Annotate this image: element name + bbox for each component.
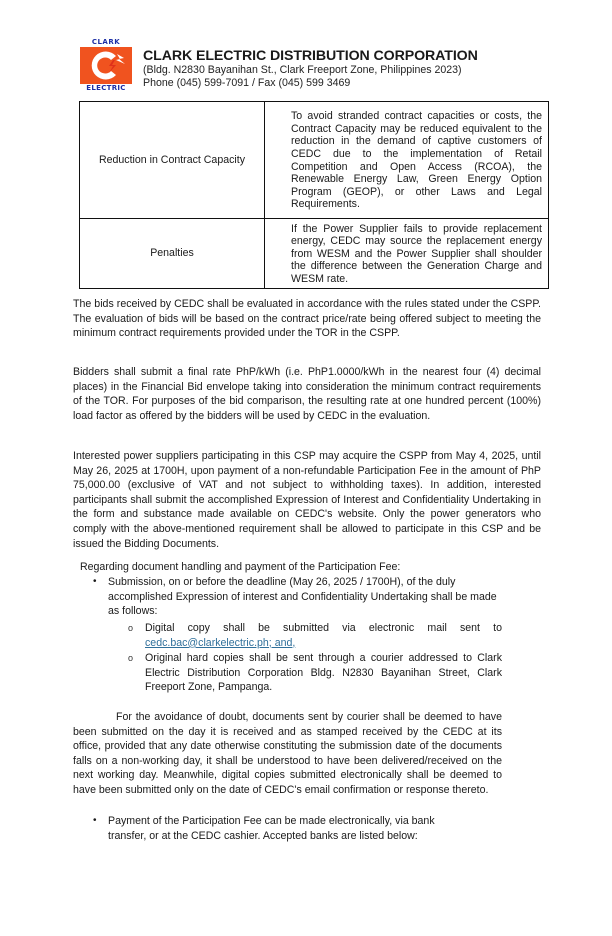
bullet-icon: • bbox=[93, 576, 97, 587]
logo-bottom-text: ELECTRIC bbox=[86, 84, 126, 92]
avoidance-of-doubt-paragraph bbox=[73, 710, 502, 798]
avoidance-of-doubt-text: For the avoidance of doubt, documents sent by courier shall be deemed to have been submitted on the day it is received and as stamped received by the CEDC at its office, provided that any date otherwise constituting the submission date of the documents falls on a non-working day, it shall be understood to have been delivered/received on the next working day. Meanwhile, digital copies submitted electronically shall be deemed to have been submitted only on the date of CEDC's email confirmation or response thereto. bbox=[73, 711, 502, 796]
table-row bbox=[80, 102, 549, 219]
hard-copy-subitem bbox=[128, 651, 502, 695]
payment-bullet bbox=[93, 814, 468, 843]
term-cell: Reduction in Contract Capacity bbox=[80, 102, 265, 219]
email-link[interactable]: cedc.bac@clarkelectric.ph; and, bbox=[145, 636, 296, 649]
submission-bullet bbox=[93, 575, 502, 619]
lightning-c-logo-icon bbox=[80, 47, 132, 84]
digital-copy-subitem bbox=[128, 621, 502, 650]
company-logo bbox=[76, 38, 136, 94]
org-info bbox=[143, 48, 478, 90]
letterhead bbox=[76, 38, 556, 94]
payment-bullet-text: Payment of the Participation Fee can be made electronically, via bank transfer, or at the CEDC cashier. Accepted banks are listed below: bbox=[108, 815, 435, 842]
sub-bullet-icon: o bbox=[128, 623, 134, 633]
sub-bullet-icon: o bbox=[128, 653, 134, 663]
description-cell: To avoid stranded contract capacities or costs, the Contract Capacity may be reduced equivalent to the reduction in the demand of captive customers of CEDC due to the implementation of Retail Competition and Open Access (RCOA), the Renewable Energy Law, Green Energy Option Program (GEOP), or other Laws and Legal Requirements. bbox=[265, 102, 549, 219]
document-handling-intro: Regarding document handling and payment of the Participation Fee: bbox=[80, 561, 401, 573]
description-cell: If the Power Supplier fails to provide replacement energy, CEDC may source the replacement energy from WESM and the Power Supplier shall shoulder the difference between the Generation Charge and WESM rate. bbox=[265, 219, 549, 289]
org-address: (Bldg. N2830 Bayanihan St., Clark Freeport Zone, Philippines 2023) bbox=[143, 64, 462, 76]
final-rate-paragraph: Bidders shall submit a final rate PhP/kWh (i.e. PhP1.0000/kWh in the nearest four (4) decimal places) in the Financial Bid envelope taking into consideration the minimum contract requirements of the TOR. For purposes of the bid comparison, the resulting rate at one hundred percent (100%) load factor as offered by the bidders will be used by CEDC in the evaluation. bbox=[73, 366, 541, 422]
term-cell: Penalties bbox=[80, 219, 265, 289]
bullet-icon: • bbox=[93, 815, 97, 826]
org-contact: Phone (045) 599-7091 / Fax (045) 599 3469 bbox=[143, 77, 351, 89]
digital-copy-text: Digital copy shall be submitted via electronic mail sent to bbox=[145, 622, 502, 634]
logo-top-text: CLARK bbox=[91, 38, 121, 46]
terms-table bbox=[79, 101, 549, 289]
participation-fee-paragraph: Interested power suppliers participating in this CSP may acquire the CSPP from May 4, 2025, until May 26, 2025 at 1700H, upon payment of a non-refundable Participation Fee in the amount of PhP 75,000.00 (exclusive of VAT and not subject to withholding taxes). In addition, interested participants shall submit the accomplished Expression of Interest and Confidentiality Undertaking in the form and substance made available on CEDC's website. Only the power generators who comply with the above-mentioned requirement shall be allowed to participate in this CSP and be issued the Bidding Documents. bbox=[73, 450, 541, 550]
org-name: CLARK ELECTRIC DISTRIBUTION CORPORATION bbox=[143, 48, 478, 64]
table-row bbox=[80, 219, 549, 289]
hard-copy-text: Original hard copies shall be sent through a courier addressed to Clark Electric Distribution Corporation Bldg. N2830 Bayanihan Street, Clark Freeport Zone, Pampanga. bbox=[145, 652, 502, 694]
submission-bullet-text: Submission, on or before the deadline (May 26, 2025 / 1700H), of the duly accomplished Expression of interest and Confidentiality Undertaking shall be made as follows: bbox=[108, 576, 497, 618]
bid-evaluation-paragraph: The bids received by CEDC shall be evaluated in accordance with the rules stated under the CSPP. The evaluation of bids will be based on the contract price/rate being offered subject to meeting the minimum contract requirements provided under the TOR in the CSPP. bbox=[73, 298, 541, 340]
